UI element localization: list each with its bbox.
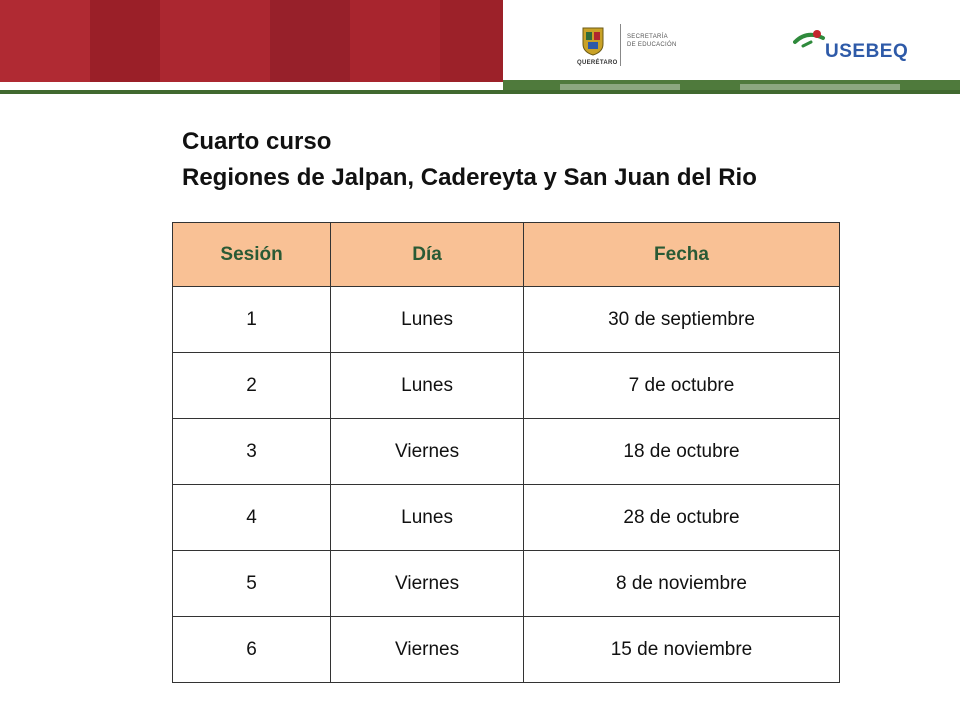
- session-date: 7 de octubre: [523, 353, 839, 419]
- table-row: [173, 551, 840, 617]
- title-line-course: Cuarto curso: [182, 128, 332, 155]
- session-day: Viernes: [331, 617, 524, 683]
- title-line-regions: Regiones de Jalpan, Cadereyta y San Juan del Rio: [182, 164, 757, 191]
- header-session: Sesión: [173, 223, 331, 287]
- session-number: 1: [173, 287, 331, 353]
- session-number: 2: [173, 353, 331, 419]
- table-row: [173, 485, 840, 551]
- session-number: 6: [173, 617, 331, 683]
- session-number: 4: [173, 485, 331, 551]
- header-day: Día: [331, 223, 524, 287]
- department-line-2: DE EDUCACIÓN: [627, 42, 677, 48]
- session-day: Lunes: [331, 287, 524, 353]
- session-day: Lunes: [331, 485, 524, 551]
- session-date: 30 de septiembre: [523, 287, 839, 353]
- session-day: Viernes: [331, 419, 524, 485]
- header-date: Fecha: [523, 223, 839, 287]
- sessions-table: [172, 222, 840, 683]
- header-divider-line: [0, 90, 960, 94]
- session-day: Viernes: [331, 551, 524, 617]
- session-day: Lunes: [331, 353, 524, 419]
- usebeq-logo: [793, 28, 909, 72]
- header-banner: [0, 0, 503, 82]
- table-row: [173, 617, 840, 683]
- table-row: [173, 353, 840, 419]
- session-number: 5: [173, 551, 331, 617]
- logo-divider: [620, 24, 621, 66]
- usebeq-wordmark: USEBEQ: [825, 41, 909, 62]
- session-date: 18 de octubre: [523, 419, 839, 485]
- slide-title: [182, 124, 757, 196]
- queretaro-wordmark: QUERÉTARO: [577, 60, 618, 66]
- coat-of-arms-icon: [581, 26, 605, 56]
- session-date: 28 de octubre: [523, 485, 839, 551]
- table-row: [173, 419, 840, 485]
- table-header-row: [173, 223, 840, 287]
- queretaro-logo: [577, 22, 677, 70]
- session-date: 15 de noviembre: [523, 617, 839, 683]
- table-row: [173, 287, 840, 353]
- session-date: 8 de noviembre: [523, 551, 839, 617]
- session-number: 3: [173, 419, 331, 485]
- department-line-1: SECRETARÍA: [627, 34, 668, 40]
